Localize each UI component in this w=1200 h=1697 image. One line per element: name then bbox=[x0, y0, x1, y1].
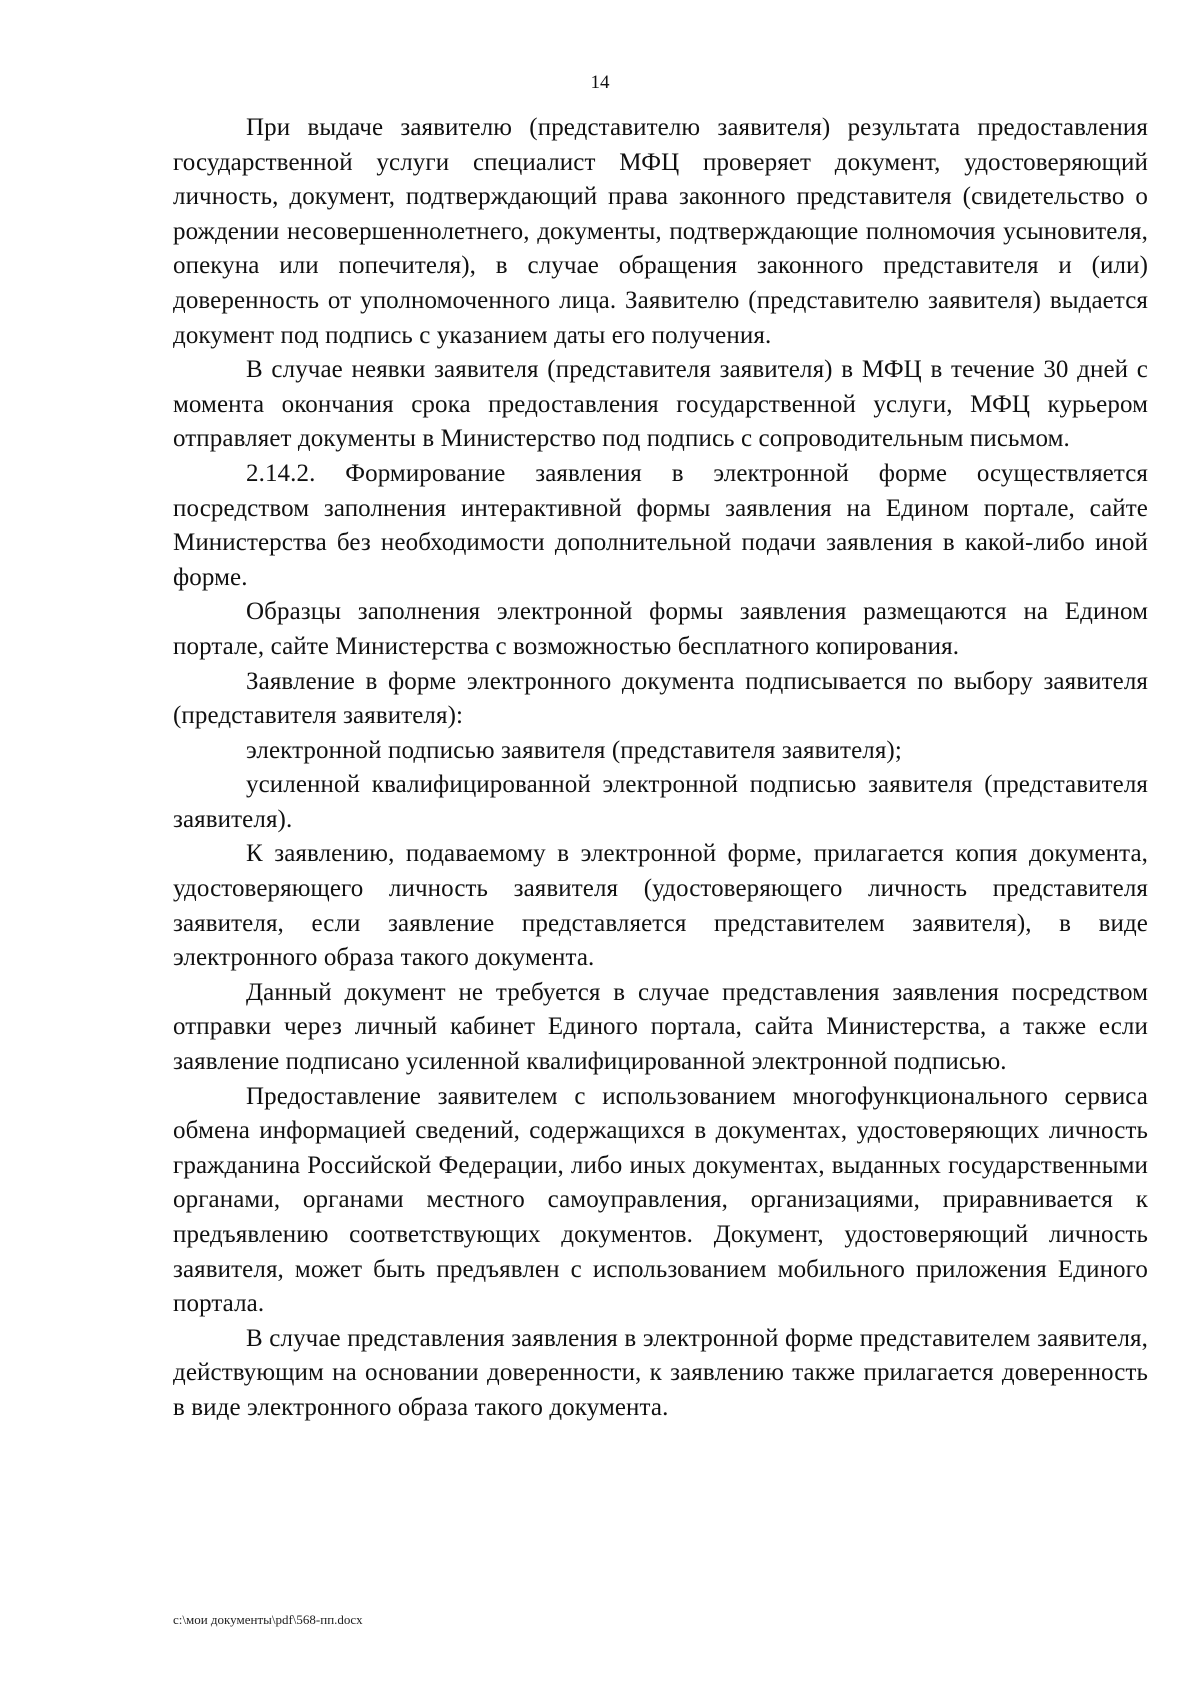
paragraph: Образцы заполнения электронной формы заявления размещаются на Едином портале, сайте Министерства с возможностью бесплатного копирования. bbox=[173, 598, 1148, 660]
paragraph: Предоставление заявителем с использованием многофункционального сервиса обмена информацией сведений, содержащихся в документах, удостоверяющих личность гражданина Российской Федерации, либо иных документах, выданных государственными органами, органами местного самоуправления, организациями, приравнивается к предъявлению соответствующих документов. Документ, удостоверяющий личность заявителя, может быть предъявлен с использованием мобильного приложения Единого портала. bbox=[173, 1082, 1148, 1318]
page-number: 14 bbox=[590, 72, 610, 93]
footer-file-path: c:\мои документы\pdf\568-пп.docx bbox=[173, 1612, 363, 1627]
paragraph: Данный документ не требуется в случае представления заявления посредством отправки через личный кабинет Единого портала, сайта Министерства, а также если заявление подписано усиленной квалифицированной электронной подписью. bbox=[173, 978, 1148, 1076]
paragraph: усиленной квалифицированной электронной подписью заявителя (представителя заявителя). bbox=[173, 771, 1148, 833]
paragraph: Заявление в форме электронного документа подписывается по выбору заявителя (представителя заявителя): bbox=[173, 667, 1148, 730]
document-body bbox=[173, 111, 1148, 1426]
paragraph: В случае неявки заявителя (представителя заявителя) в МФЦ в течение 30 дней с момента окончания срока предоставления государственной услуги, МФЦ курьером отправляет документы в Министерство под подпись с сопроводительным письмом. bbox=[173, 356, 1148, 453]
paragraph: При выдаче заявителю (представителю заявителя) результата предоставления государственной услуги специалист МФЦ проверяет документ, удостоверяющий личность, документ, подтверждающий права законного представителя (свидетельство о рождении несовершеннолетнего, документы, подтверждающие полномочия усыновителя, опекуна или попечителя), в случае обращения законного представителя и (или) доверенность от уполномоченного лица. Заявителю (представителю заявителя) выдается документ под подпись с указанием даты его получения. bbox=[173, 114, 1148, 349]
paragraph: 2.14.2. Формирование заявления в электронной форме осуществляется посредством заполнения интерактивной формы заявления на Едином портале, сайте Министерства без необходимости дополнительной подачи заявления в какой-либо иной форме. bbox=[173, 459, 1148, 591]
paragraph: К заявлению, подаваемому в электронной форме, прилагается копия документа, удостоверяющего личность заявителя (удостоверяющего личность представителя заявителя, если заявление представляется представителем заявителя), в виде электронного образа такого документа. bbox=[173, 840, 1148, 972]
paragraph: электронной подписью заявителя (представителя заявителя); bbox=[246, 736, 902, 764]
paragraph: В случае представления заявления в электронной форме представителем заявителя, действующим на основании доверенности, к заявлению также прилагается доверенность в виде электронного образа такого документа. bbox=[173, 1324, 1148, 1421]
